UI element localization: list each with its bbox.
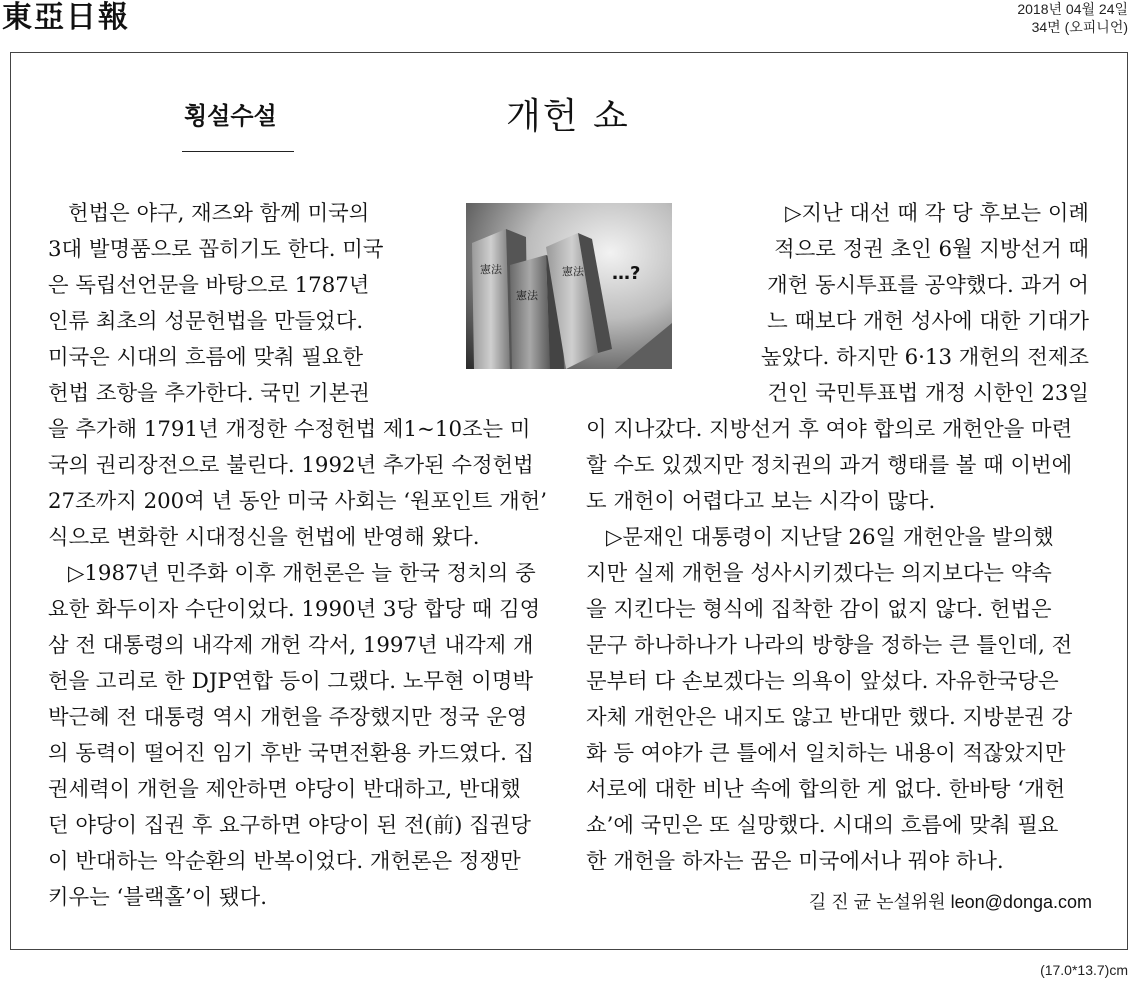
text-line: 미국은 시대의 흐름에 맞춰 필요한 [48, 345, 364, 370]
text-line: 헌법은 야구, 재즈와 함께 미국의 [68, 201, 370, 226]
book-left-label: 憲法 [480, 263, 502, 276]
author-byline: 길 진 균 논설위원 leon@donga.com [808, 892, 1092, 912]
book-middle-label: 憲法 [516, 289, 538, 302]
text-line: 문부터 다 손보겠다는 의욕이 앞섰다. 자유한국당은 [586, 669, 1059, 694]
text-line: 문구 하나하나가 나라의 방향을 정하는 큰 틀인데, 전 [586, 633, 1073, 658]
text-line: 쇼’에 국민은 또 실망했다. 시대의 흐름에 맞춰 필요 [586, 813, 1059, 838]
text-line: 지만 실제 개헌을 성사시키겠다는 의지보다는 약속 [586, 561, 1052, 586]
text-line: 던 야당이 집권 후 요구하면 야당이 된 전(前) 집권당 [48, 813, 531, 838]
text-line: 도 개헌이 어렵다고 보는 시각이 많다. [586, 489, 936, 514]
text-line: 은 독립선언문을 바탕으로 1787년 [48, 273, 370, 298]
text-line: 서로에 대한 비난 속에 합의한 게 없다. 한바탕 ‘개헌 [586, 777, 1066, 802]
text-line: 국의 권리장전으로 불린다. 1992년 추가된 수정헌법 [48, 453, 534, 478]
text-line: 헌법 조항을 추가한다. 국민 기본권 [48, 381, 370, 406]
text-line: 헌을 고리로 한 DJP연합 등이 그랬다. 노무현 이명박 [48, 669, 533, 694]
text-line: 삼 전 대통령의 내각제 개헌 각서, 1997년 내각제 개 [48, 633, 534, 658]
text-line: 한 개헌을 하자는 꿈은 미국에서나 꿔야 하나. [586, 849, 1004, 874]
text-line: 요한 화두이자 수단이었다. 1990년 3당 합당 때 김영 [48, 597, 541, 622]
right-column-bottom-text [586, 412, 1072, 880]
question-mark: …? [612, 263, 641, 284]
text-line: 이 반대하는 악순환의 반복이었다. 개헌론은 정쟁만 [48, 849, 521, 874]
text-line: 할 수도 있겠지만 정치권의 과거 행태를 볼 때 이번에 [586, 453, 1073, 478]
text-line: 높았다. 하지만 6·13 개헌의 전제조 [760, 345, 1089, 370]
text-line: 자체 개헌안은 내지도 않고 반대만 했다. 지방분권 강 [586, 705, 1073, 730]
text-line: 식으로 변화한 시대정신을 헌법에 반영해 왔다. [48, 525, 480, 550]
text-line: ▷1987년 민주화 이후 개헌론은 늘 한국 정치의 중 [68, 561, 536, 586]
text-line: 을 추가해 1791년 개정한 수정헌법 제1~10조는 미 [48, 417, 531, 442]
text-line: 인류 최초의 성문헌법을 만들었다. [48, 309, 364, 334]
text-line: 의 동력이 떨어진 임기 후반 국면전환용 카드였다. 집 [48, 741, 535, 766]
text-line: 키우는 ‘블랙홀’이 됐다. [48, 885, 268, 910]
text-line: 3대 발명품으로 꼽히기도 한다. 미국 [48, 237, 384, 262]
text-line: ▷문재인 대통령이 지난달 26일 개헌안을 발의했 [606, 525, 1054, 550]
issue-meta [1017, 0, 1128, 36]
newspaper-masthead: 東亞日報 [2, 0, 130, 35]
text-line: 27조까지 200여 년 동안 미국 사회는 ‘원포인트 개헌’ [48, 489, 547, 514]
column-name: 횡설수설 [184, 102, 277, 130]
text-line: 이 지나갔다. 지방선거 후 여야 합의로 개헌안을 마련 [586, 417, 1073, 442]
article-size-note: (17.0*13.7)cm [1040, 962, 1128, 978]
text-line: 느 때보다 개헌 성사에 대한 기대가 [767, 309, 1089, 334]
book-right-label: 憲法 [562, 265, 584, 278]
text-line: 을 지킨다는 형식에 집착한 감이 없지 않다. 헌법은 [586, 597, 1052, 622]
text-line: 개헌 동시투표를 공약했다. 과거 어 [767, 273, 1089, 298]
text-line: 적으로 정권 초인 6월 지방선거 때 [774, 237, 1089, 262]
left-column-text [48, 196, 547, 916]
column-name-underline [182, 151, 294, 152]
issue-date: 2018년 04월 24일 [1017, 1, 1128, 17]
text-line: 화 등 여야가 큰 틀에서 일치하는 내용이 적잖았지만 [586, 741, 1066, 766]
issue-page: 34면 (오피니언) [1031, 19, 1128, 35]
text-line: ▷지난 대선 때 각 당 후보는 이례 [785, 201, 1089, 226]
article-headline: 개헌 쇼 [506, 96, 630, 137]
text-line: 건인 국민투표법 개정 시한인 23일 [767, 381, 1089, 406]
text-line: 권세력이 개헌을 제안하면 야당이 반대하고, 반대했 [48, 777, 521, 802]
right-column-top-text [761, 196, 1089, 412]
text-line: 박근혜 전 대통령 역시 개헌을 주장했지만 정국 운영 [48, 705, 528, 730]
